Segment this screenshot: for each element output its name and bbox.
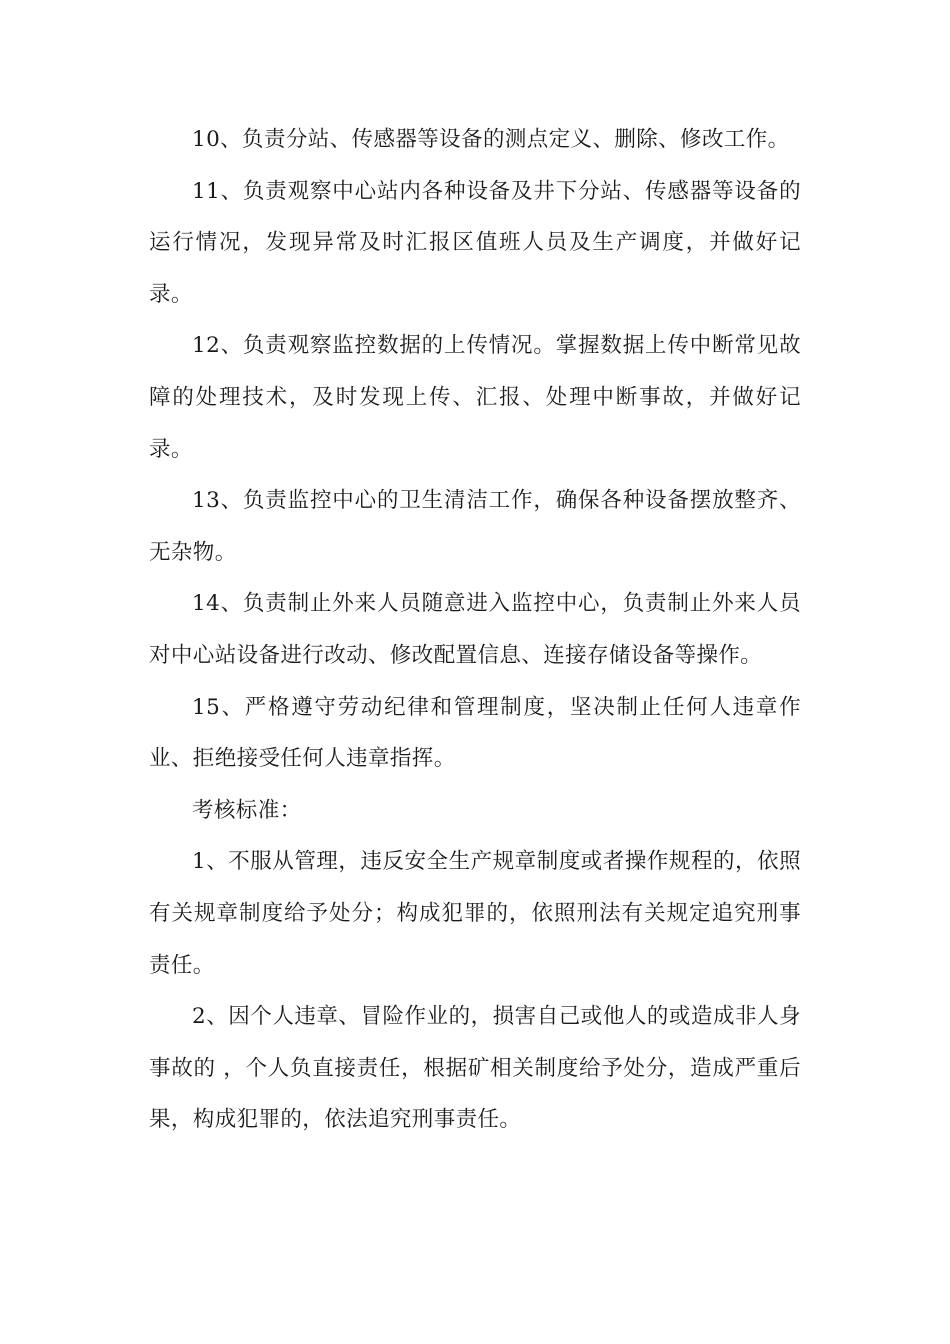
paragraph-item-11: 11、负责观察中心站内各种设备及井下分站、传感器等设备的运行情况，发现异常及时汇报区值班人员及生产调度，并做好记录。 [149,178,801,307]
paragraph-item-13: 13、负责监控中心的卫生清洁工作，确保各种设备摆放整齐、无杂物。 [149,488,801,565]
document-body [149,114,801,1146]
assessment-item-2: 2、因个人违章、冒险作业的，损害自己或他人的或造成非人身事故的 ，个人负直接责任，根据矿相关制度给予处分，造成严重后果，构成犯罪的，依法追究刑事责任。 [149,1004,801,1133]
paragraph-item-14: 14、负责制止外来人员随意进入监控中心，负责制止外来人员对中心站设备进行改动、修改配置信息、连接存储设备等操作。 [149,591,801,668]
assessment-heading: 考核标准： [192,797,302,823]
paragraph-item-12: 12、负责观察监控数据的上传情况。掌握数据上传中断常见故障的处理技术，及时发现上传、汇报、处理中断事故，并做好记录。 [149,333,801,462]
assessment-item-1: 1、不服从管理，违反安全生产规章制度或者操作规程的，依照有关规章制度给予处分；构成犯罪的，依照刑法有关规定追究刑事责任。 [149,849,801,978]
paragraph-item-10: 10、负责分站、传感器等设备的测点定义、删除、修改工作。 [192,127,790,152]
paragraph-item-15: 15、严格遵守劳动纪律和管理制度，坚决制止任何人违章作业、拒绝接受任何人违章指挥。 [149,694,801,772]
